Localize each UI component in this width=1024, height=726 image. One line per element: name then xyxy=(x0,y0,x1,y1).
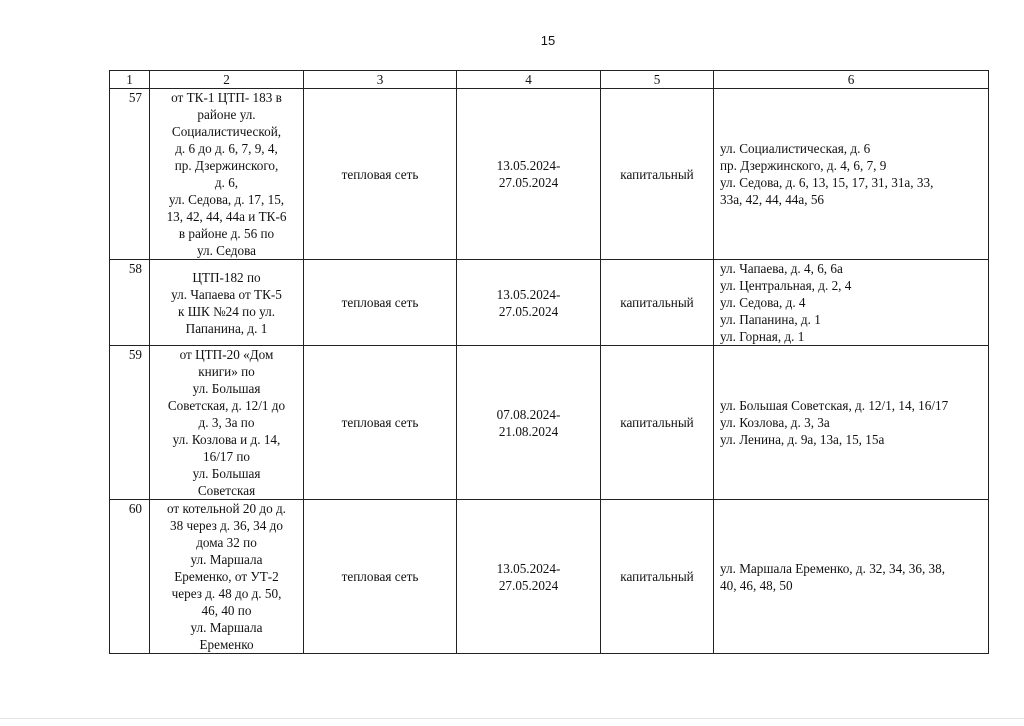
network-type: тепловая сеть xyxy=(304,260,457,346)
repair-period: 13.05.2024- 27.05.2024 xyxy=(457,260,601,346)
route-description: от ТК-1 ЦТП- 183 в районе ул. Социалистической, д. 6 до д. 6, 7, 9, 4, пр. Дзержинского, д. 6, ул. Седова, д. 17, 15, 13, 42, 44, 44а и ТК-6 в районе д. 56 по ул. Седова xyxy=(150,89,304,260)
repair-kind: капитальный xyxy=(601,500,714,654)
route-description: от ЦТП-20 «Дом книги» по ул. Большая Советская, д. 12/1 до д. 3, 3а по ул. Козлова и д. 14, 16/17 по ул. Большая Советская xyxy=(150,346,304,500)
repair-kind: капитальный xyxy=(601,89,714,260)
table-header-row xyxy=(110,71,989,89)
table-row xyxy=(110,260,989,346)
table-row xyxy=(110,500,989,654)
row-number: 60 xyxy=(110,500,150,654)
column-header: 6 xyxy=(714,71,989,89)
network-type: тепловая сеть xyxy=(304,500,457,654)
row-number: 59 xyxy=(110,346,150,500)
repair-period: 07.08.2024- 21.08.2024 xyxy=(457,346,601,500)
column-header: 4 xyxy=(457,71,601,89)
column-header: 1 xyxy=(110,71,150,89)
affected-addresses: ул. Чапаева, д. 4, 6, 6а ул. Центральная, д. 2, 4 ул. Седова, д. 4 ул. Папанина, д. 1 ул. Горная, д. 1 xyxy=(714,260,989,346)
row-number: 58 xyxy=(110,260,150,346)
repair-kind: капитальный xyxy=(601,346,714,500)
affected-addresses: ул. Социалистическая, д. 6 пр. Дзержинского, д. 4, 6, 7, 9 ул. Седова, д. 6, 13, 15, 17, 31, 31а, 33, 33а, 42, 44, 44а, 56 xyxy=(714,89,989,260)
repair-kind: капитальный xyxy=(601,260,714,346)
repair-schedule-table xyxy=(109,70,989,654)
affected-addresses: ул. Маршала Еременко, д. 32, 34, 36, 38, 40, 46, 48, 50 xyxy=(714,500,989,654)
row-number: 57 xyxy=(110,89,150,260)
page-number: 15 xyxy=(540,33,556,48)
column-header: 3 xyxy=(304,71,457,89)
network-type: тепловая сеть xyxy=(304,346,457,500)
table-row xyxy=(110,89,989,260)
network-type: тепловая сеть xyxy=(304,89,457,260)
column-header: 2 xyxy=(150,71,304,89)
repair-period: 13.05.2024- 27.05.2024 xyxy=(457,89,601,260)
column-header: 5 xyxy=(601,71,714,89)
repair-period: 13.05.2024- 27.05.2024 xyxy=(457,500,601,654)
page-edge-line xyxy=(0,718,1024,719)
affected-addresses: ул. Большая Советская, д. 12/1, 14, 16/17 ул. Козлова, д. 3, 3а ул. Ленина, д. 9а, 13а, 15, 15а xyxy=(714,346,989,500)
table-row xyxy=(110,346,989,500)
route-description: от котельной 20 до д. 38 через д. 36, 34 до дома 32 по ул. Маршала Еременко, от УТ-2 через д. 48 до д. 50, 46, 40 по ул. Маршала Еременко xyxy=(150,500,304,654)
route-description: ЦТП-182 по ул. Чапаева от ТК-5 к ШК №24 по ул. Папанина, д. 1 xyxy=(150,260,304,346)
